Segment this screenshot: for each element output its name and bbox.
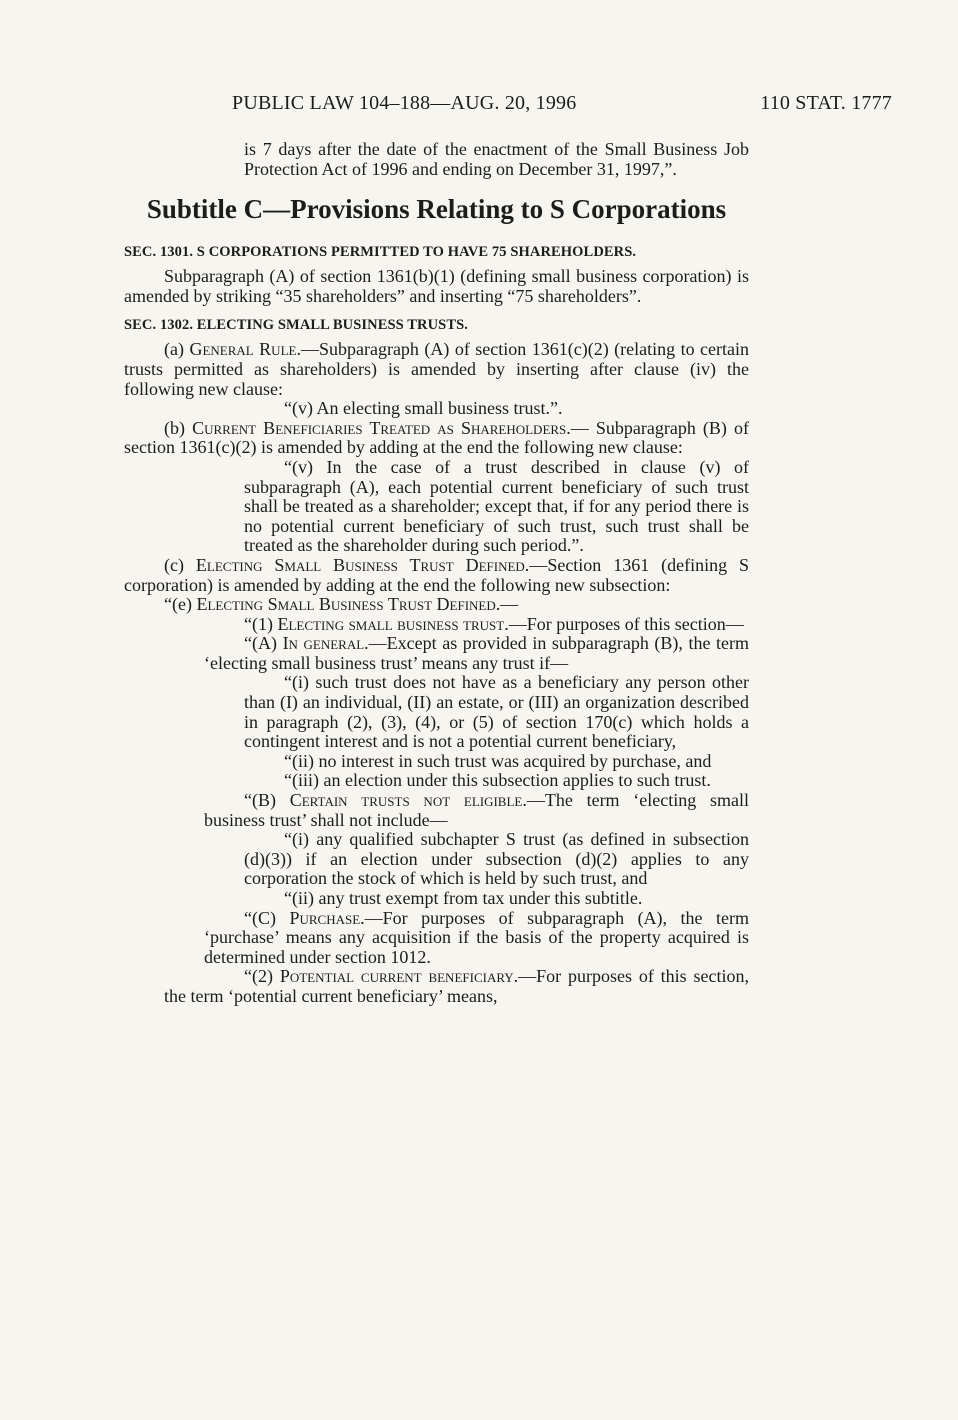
subsection-e-dash: — (500, 594, 519, 615)
subparagraph-a-clause-i: “(i) such trust does not have as a beneficiary any person other than (I) an individual, (II) an estate, or (III) an organization described in paragraph (2), (3), (4), or (5) of section 170(c) which holds a contingent interest and is not a potential current beneficiary, (244, 672, 749, 752)
subsection-a-text: —Subparagraph (A) of section 1361(c)(2) (relating to certain trusts permitted as shareholders) is amended by inserting after clause (iv) the following new clause: (124, 339, 750, 399)
paragraph-1 (124, 615, 749, 635)
subtitle-heading: Subtitle C—Provisions Relating to S Corporations (146, 194, 727, 225)
paragraph-2 (124, 967, 749, 1006)
subsection-b-caption: Current Beneficiaries Treated as Shareholders. (192, 417, 571, 438)
subsection-a-new-clause: “(v) An electing small business trust.”. (284, 398, 563, 419)
subparagraph-a (124, 634, 749, 673)
document-body (124, 140, 749, 1007)
subsection-b (124, 419, 749, 458)
subparagraph-c-caption: Purchase. (289, 907, 365, 928)
subsection-a-caption: General Rule. (189, 339, 301, 360)
section-1301-text: Subparagraph (A) of section 1361(b)(1) (defining small business corporation) is amended by striking “35 shareholders” and inserting “75 shareholders”. (124, 266, 749, 306)
subparagraph-a-caption: In general. (282, 633, 369, 654)
subsection-a-label: (a) (164, 339, 184, 360)
subparagraph-c-label: “(C) (244, 907, 276, 928)
subsection-e-label: “(e) (164, 594, 192, 615)
section-1302-heading: SEC. 1302. ELECTING SMALL BUSINESS TRUSTS. (124, 317, 468, 334)
subparagraph-a-clause-ii: “(ii) no interest in such trust was acquired by purchase, and (284, 750, 712, 771)
subparagraph-b-label: “(B) (244, 790, 276, 811)
subparagraph-a-text: —Except as provided in subparagraph (B), the term ‘electing small business trust’ means any trust if— (204, 633, 750, 673)
subsection-c-caption: Electing Small Business Trust Defined. (195, 554, 530, 575)
subparagraph-b-caption: Certain trusts not eligible. (289, 790, 527, 811)
paragraph-2-label: “(2) (244, 966, 273, 987)
subsection-c (124, 556, 749, 595)
header-stat-page: 110 STAT. 1777 (760, 92, 892, 114)
subparagraph-b (124, 791, 749, 830)
paragraph-1-text: —For purposes of this section— (508, 613, 744, 634)
subsection-a (124, 340, 749, 399)
subparagraph-b-clause-i: “(i) any qualified subchapter S trust (as defined in subsection (d)(3)) if an election under subsection (d)(2) applies to any corporation the stock of which is held by such trust, and (244, 829, 749, 889)
subparagraph-a-clause-iii: “(iii) an election under this subsection applies to such trust. (284, 770, 711, 791)
subparagraph-b-clause-ii: “(ii) any trust exempt from tax under this subtitle. (284, 888, 643, 908)
subparagraph-c-text: —For purposes of subparagraph (A), the term ‘purchase’ means any acquisition if the basis of the property acquired is determined under section 1012. (204, 907, 749, 967)
subsection-b-new-clause: “(v) In the case of a trust described in clause (v) of subparagraph (A), each potential current beneficiary of such trust shall be treated as a shareholder; except that, if for any period there is no potential current beneficiary of such trust, such trust shall be treated as the shareholder during such period.”. (244, 456, 749, 556)
subsection-b-text: — Subparagraph (B) of section 1361(c)(2) is amended by adding at the end the following new clause: (124, 417, 749, 458)
intro-continuation: is 7 days after the date of the enactment of the Small Business Job Protection Act of 1996 and ending on December 31, 1997,”. (244, 139, 749, 179)
subsection-c-text: —Section 1361 (defining S corporation) is amended by adding at the end the following new subsection: (124, 554, 750, 595)
paragraph-1-label: “(1) (244, 613, 273, 634)
subparagraph-a-label: “(A) (244, 633, 277, 654)
subsection-e-caption: Electing Small Business Trust Defined. (196, 594, 501, 615)
subparagraph-c (124, 909, 749, 968)
subsection-b-label: (b) (164, 417, 185, 438)
paragraph-2-text: —For purposes of this section, the term ‘potential current beneficiary’ means, (164, 966, 750, 1006)
subparagraph-b-text: —The term ‘electing small business trust’ shall not include— (204, 790, 749, 830)
paragraph-2-caption: Potential current beneficiary. (279, 966, 519, 987)
paragraph-1-caption: Electing small business trust. (277, 613, 509, 634)
subsection-c-label: (c) (164, 554, 184, 575)
new-subsection-e (124, 595, 749, 615)
section-1301-heading: SEC. 1301. S CORPORATIONS PERMITTED TO HAVE 75 SHAREHOLDERS. (124, 244, 637, 261)
header-public-law: PUBLIC LAW 104–188—AUG. 20, 1996 (232, 92, 577, 114)
